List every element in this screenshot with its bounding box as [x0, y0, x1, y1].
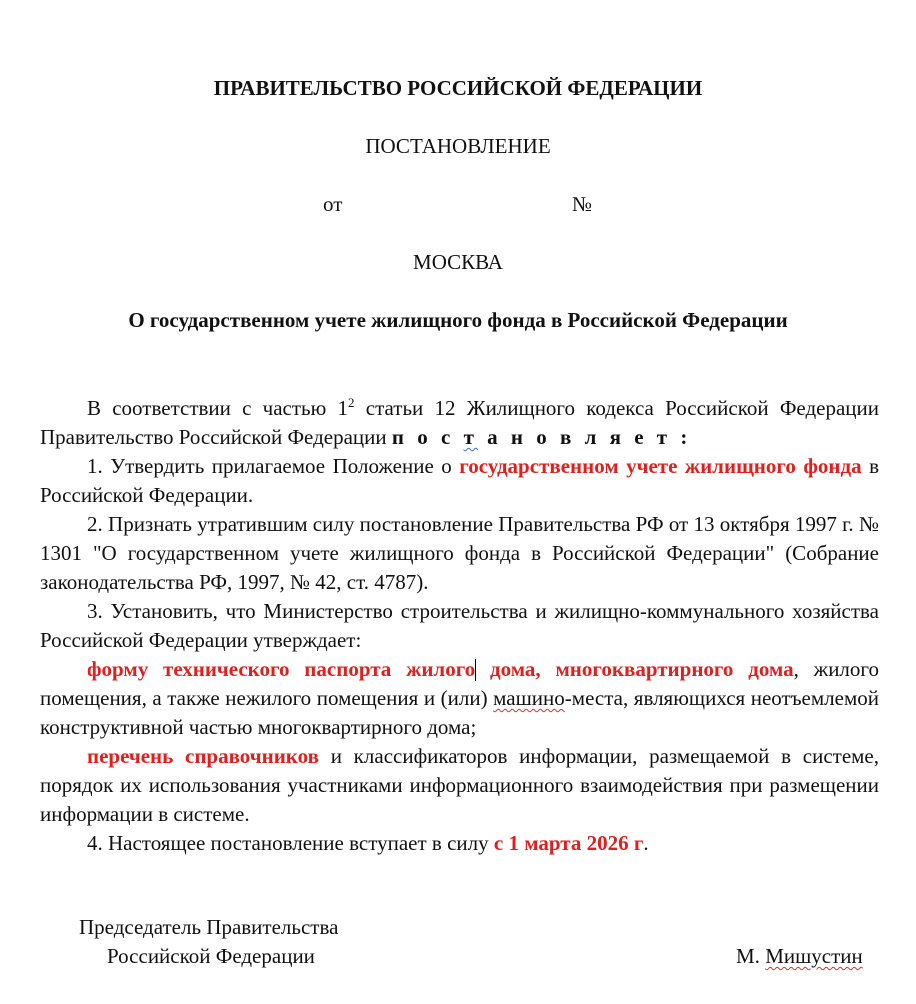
- spellcheck-flagged-word[interactable]: машино: [493, 686, 565, 710]
- decree-word-part-3: а н о в л я е т :: [477, 425, 692, 449]
- item-4-highlight: с 1 марта 2026 г: [493, 831, 644, 855]
- item-4-text-2: .: [643, 831, 649, 855]
- item-3a-text-2: -места, являющихся неотъемлемой конструктивной частью многоквартирного дома;: [40, 686, 879, 739]
- document-body[interactable]: [40, 394, 879, 858]
- item-3b-highlight: перечень справочников: [87, 744, 319, 768]
- item-3-paragraph: 3. Установить, что Министерство строительства и жилищно-коммунального хозяйства Российской Федерации утверждает:: [40, 599, 879, 652]
- preamble-text-1: В соответствии с частью 1: [87, 396, 349, 420]
- item-3a-paragraph: [40, 655, 879, 742]
- item-4-paragraph: [40, 829, 879, 858]
- item-3a-highlight-2: дома, многоквартирного дома: [475, 657, 794, 681]
- signatory-name: [736, 944, 863, 969]
- date-from-label: от: [323, 192, 343, 216]
- signature-block: [0, 915, 916, 995]
- document-type: ПОСТАНОВЛЕНИЕ: [365, 134, 551, 158]
- signatory-surname[interactable]: Мишустин: [765, 944, 863, 968]
- decree-word-part-1: п о с: [391, 425, 464, 449]
- decree-word: [392, 425, 691, 449]
- item-1-paragraph: [40, 452, 879, 510]
- item-1-text-1: 1. Утвердить прилагаемое Положение о: [87, 454, 460, 478]
- city-name: МОСКВА: [413, 250, 503, 274]
- date-number-line: [0, 192, 916, 222]
- signatory-position-line-2: Российской Федерации: [107, 944, 315, 968]
- signatory-position-line-1: Председатель Правительства: [79, 915, 339, 939]
- preamble-paragraph: [40, 394, 879, 452]
- item-3b-text: и классификаторов информации, размещаемой в системе, порядок их использования участниками информационного взаимодействия при размещении информации в системе.: [40, 744, 880, 826]
- item-1-highlight: государственном учете жилищного фонда: [459, 454, 862, 478]
- item-2-paragraph: 2. Признать утратившим силу постановление Правительства РФ от 13 октября 1997 г. № 1301 "О государственном учете жилищного фонда в Российской Федерации" (Собрание законодательства РФ, 1997, № 42, ст. 4787).: [40, 512, 879, 594]
- decree-word-flagged-letter: т: [463, 425, 478, 449]
- item-1-text-2: в Российской Федерации.: [40, 454, 879, 507]
- preamble-text-2: статьи 12 Жилищного кодекса Российской Федерации Правительство Российской Федерации: [40, 396, 879, 449]
- document-subject: О государственном учете жилищного фонда в Российской Федерации: [128, 308, 788, 332]
- item-3b-paragraph: [40, 742, 879, 829]
- item-3a-highlight-1: форму технического паспорта жилого: [87, 657, 476, 681]
- item-4-text-1: 4. Настоящее постановление вступает в силу: [87, 831, 494, 855]
- preamble-superscript: 2: [348, 395, 355, 410]
- number-sign: №: [572, 192, 593, 216]
- item-3a-text-1: , жилого помещения, а также нежилого помещения и (или): [40, 657, 879, 710]
- signatory-initial: М.: [736, 944, 766, 968]
- government-title: ПРАВИТЕЛЬСТВО РОССИЙСКОЙ ФЕДЕРАЦИИ: [213, 76, 703, 100]
